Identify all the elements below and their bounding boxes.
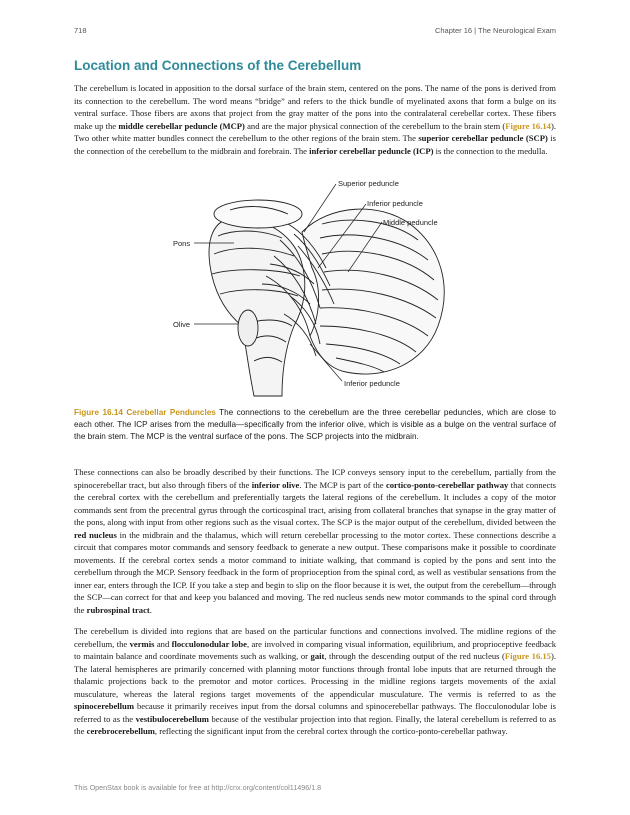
label-middle-peduncle: Middle peduncle — [383, 218, 438, 227]
label-superior-peduncle: Superior peduncle — [338, 179, 399, 188]
label-inferior-peduncle-bottom: Inferior peduncle — [344, 379, 400, 388]
figure-link-16-14[interactable]: Figure 16.14 — [505, 120, 551, 131]
label-inferior-peduncle-top: Inferior peduncle — [367, 199, 423, 208]
paragraph-1: The cerebellum is located in apposition to the dorsal surface of the brain stem, centered on the pons. The name of the pons is derived from its connection to the cerebellum. The word means “bridge” and refers to the thick bundle of myelinated axons that form a bulge on its ventral surface. Those fibers are axons that project from the gray matter of the pons into the contralateral cerebellar cortex. These fibers make up the middle cerebellar peduncle (MCP) and are the major physical connection of the cerebellum to the brain stem (Figure 16.14). Two other white matter bundles connect the cerebellum to the other regions of the brain stem. The superior cerebellar peduncle (SCP) is the connection of the cerebellum to the midbrain and forebrain. The inferior cerebellar peduncle (ICP) is the connection to the medulla. — [74, 83, 556, 156]
footer-note: This OpenStax book is available for free at http://cnx.org/content/col11496/1.8 — [74, 783, 322, 792]
cerebellum-peduncles-illustration — [170, 176, 460, 398]
label-olive: Olive — [173, 320, 191, 329]
paragraph-2: These connections can also be broadly described by their functions. The ICP conveys sensory input to the cerebellum, partially from the spinocerebellar tract, but also through fibers of the inferior olive. The MCP is part of the cortico-ponto-cerebellar pathway that connects the cerebral cortex with the cerebellum and preferentially targets the lateral regions of the cerebellum. It includes a copy of the motor commands sent from the precentral gyrus through the corticospinal tract, arising from collateral branches that synapse in the gray matter of the pons, along with input from other regions such as the visual cortex. The SCP is the major output of the cerebellum, divided between the red nucleus in the midbrain and the thalamus, which will return cerebellar processing to the motor cortex. These connections describe a circuit that compares motor commands and sensory feedback to generate a new output. These comparisons make it possible to coordinate movements. If the cerebral cortex sends a motor command to initiate walking, that command is copied by the pons and sent into the cerebellum through the MCP. Sensory feedback in the form of proprioception from the spinal cord, as well as vestibular sensations from the inner ear, enters through the ICP. If you take a step and begin to slip on the floor because it is wet, the output from the cerebellum—through the SCP—can correct for that and keep you balanced and moving. The red nucleus sends new motor commands to the spinal cord through the rubrospinal tract. — [74, 467, 557, 615]
label-pons: Pons — [173, 239, 191, 248]
paragraph-3: The cerebellum is divided into regions that are based on the particular functions and connections involved. The midline regions of the cerebellum, the vermis and flocculonodular lobe, are involved in comparing visual information, equilibrium, and proprioceptive feedback to maintain balance and coordinate movements such as walking, or gait, through the descending output of the red nucleus (Figure 16.15). The lateral hemispheres are primarily concerned with planning motor functions through frontal lobe inputs that are returned through the thalamic projections back to the premotor and motor cortices. Processing in the midline regions targets movements of the axial musculature, whereas the lateral regions target movements of the appendicular musculature. The vermis is referred to as the spinocerebellum because it primarily receives input from the dorsal columns and spinocerebellar pathways. The flocculonodular lobe is referred to as the vestibulocerebellum because of the vestibular projection into that region. Finally, the lateral cerebellum is referred to as the cerebrocerebellum, reflecting the significant input from the cerebral cortex through the cortico-ponto-cerebellar pathway. — [74, 626, 557, 736]
page-number: 718 — [74, 26, 87, 35]
section-title: Location and Connections of the Cerebellum — [74, 58, 362, 73]
figure-link-16-15[interactable]: Figure 16.15 — [504, 651, 551, 661]
running-header: Chapter 16 | The Neurological Exam — [434, 26, 556, 35]
figure-caption: Figure 16.14 Cerebellar Penduncles The connections to the cerebellum are the three cerebellar peduncles, which are close to each other. The ICP arises from the medulla—specifically from the inferior olive, which is visible as a bulge on the ventral surface of the brain stem. The MCP is the ventral surface of the pons. The SCP projects into the midbrain. — [74, 408, 556, 441]
